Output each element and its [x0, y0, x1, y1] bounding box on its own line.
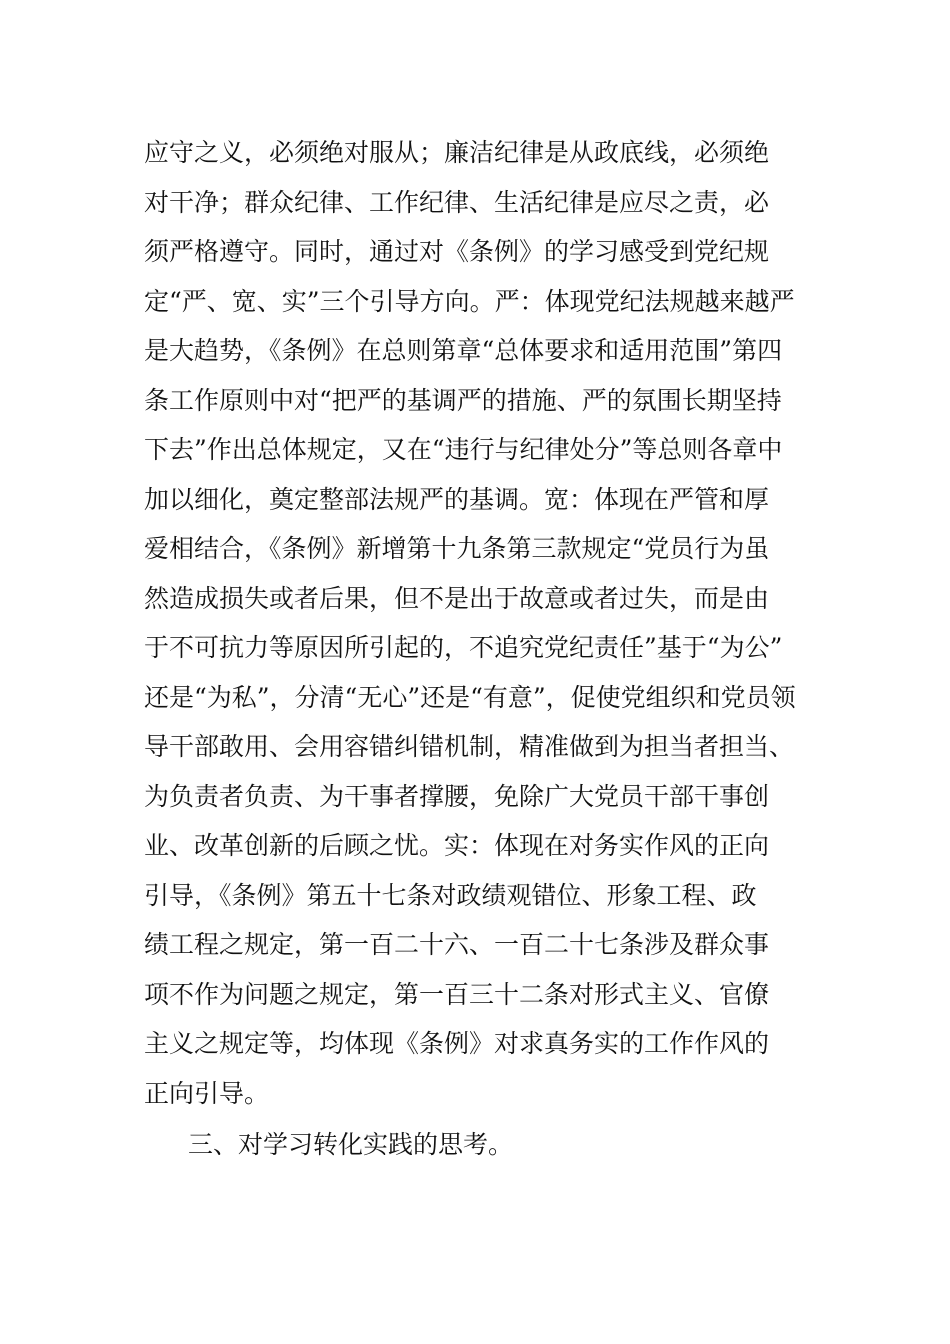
- section-heading: 三、对学习转化实践的思考。: [188, 1130, 514, 1159]
- paragraph-line: 项不作为问题之规定，第一百三十二条对形式主义、官僚: [144, 979, 770, 1009]
- paragraph-line: 须严格遵守。同时，通过对《条例》的学习感受到党纪规: [144, 237, 770, 266]
- paragraph-line: 为负责者负责、为干事者撑腰，免除广大党员干部干事创: [144, 781, 770, 811]
- paragraph-line: 条工作原则中对“把严的基调严的措施、严的氛围长期坚持: [144, 385, 782, 415]
- paragraph-line: 正向引导。: [144, 1078, 270, 1108]
- paragraph-line: 下去”作出总体规定，又在“违行与纪律处分”等总则各章中: [144, 435, 783, 464]
- paragraph-line: 于不可抗力等原因所引起的，不追究党纪责任”基于“为公”: [144, 633, 783, 662]
- paragraph-line: 导干部敢用、会用容错纠错机制，精准做到为担当者担当、: [144, 732, 795, 761]
- paragraph-line: 然造成损失或者后果，但不是出于故意或者过失，而是由: [144, 583, 770, 613]
- paragraph-line: 主义之规定等，均体现《条例》对求真务实的工作作风的: [144, 1029, 770, 1058]
- paragraph-line: 绩工程之规定，第一百二十六、一百二十七条涉及群众事: [144, 930, 770, 959]
- paragraph-line: 业、改革创新的后顾之忧。实：体现在对务实作风的正向: [144, 831, 770, 860]
- paragraph-line: 对干净；群众纪律、工作纪律、生活纪律是应尽之责，必: [144, 187, 770, 217]
- paragraph-line: 引导，《条例》第五十七条对政绩观错位、形象工程、政: [144, 880, 757, 910]
- paragraph-line: 还是“为私”，分清“无心”还是“有意”，促使党组织和党员领: [144, 682, 796, 712]
- paragraph-line: 加以细化，奠定整部法规严的基调。宽：体现在严管和厚: [144, 484, 770, 514]
- paragraph-line: 是大趋势，《条例》在总则第章“总体要求和适用范围”第四: [144, 336, 783, 365]
- paragraph-line: 定“严、宽、实”三个引导方向。严：体现党纪法规越来越严: [144, 286, 795, 316]
- body-paragraph: [144, 128, 824, 1118]
- paragraph-line: 爱相结合，《条例》新增第十九条第三款规定“党员行为虽: [144, 534, 770, 563]
- paragraph-line: 应守之义，必须绝对服从；廉洁纪律是从政底线，必须绝: [144, 138, 770, 167]
